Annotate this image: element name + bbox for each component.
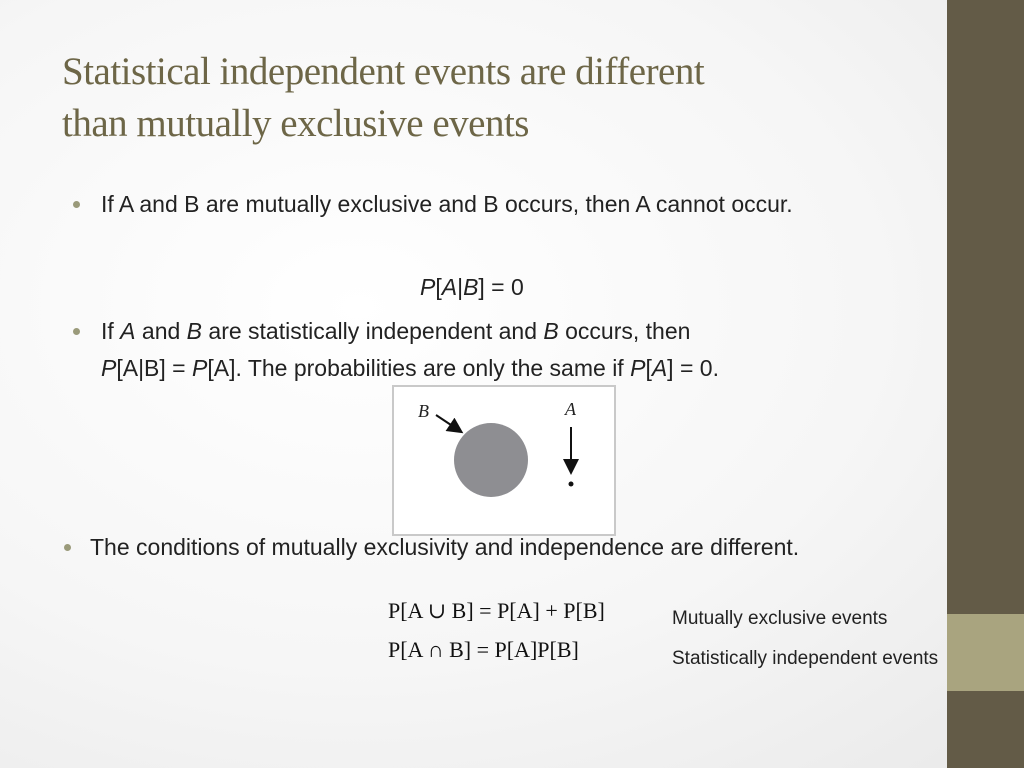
sidebar-accent-block bbox=[947, 614, 1024, 691]
eq-p: P bbox=[420, 274, 436, 300]
bullet-text: If A and B are mutually exclusive and B occurs, then A cannot occur. bbox=[101, 191, 793, 217]
var-b: B bbox=[186, 318, 203, 344]
eq-close: ] = 0 bbox=[478, 274, 524, 300]
bullet-mutually-exclusive bbox=[101, 186, 901, 223]
bullet-dot bbox=[64, 544, 71, 551]
title-line-2: than mutually exclusive events bbox=[62, 102, 529, 145]
arrow-b bbox=[436, 415, 460, 431]
label-independent: Statistically independent events bbox=[672, 648, 939, 669]
text: ] = 0. bbox=[667, 355, 719, 381]
text: [ bbox=[645, 355, 652, 381]
text: occurs, then bbox=[558, 318, 691, 344]
label-mutually-exclusive: Mutually exclusive events bbox=[672, 608, 888, 629]
sidebar-decoration bbox=[947, 0, 1024, 768]
event-b-circle bbox=[454, 423, 528, 497]
eq-a: A bbox=[441, 274, 458, 300]
bullet-independent bbox=[101, 313, 901, 387]
var-p: P bbox=[630, 355, 646, 381]
label-b: B bbox=[418, 401, 429, 421]
bullet-dot bbox=[73, 201, 80, 208]
var-p: P bbox=[192, 355, 208, 381]
union-formula: P[A ∪ B] = P[A] + P[B] bbox=[388, 598, 605, 623]
eq-b: B bbox=[463, 274, 479, 300]
eq-bar: | bbox=[457, 274, 464, 300]
var-a: A bbox=[120, 318, 136, 344]
bullet-conditions-different bbox=[90, 529, 890, 566]
intersection-formula: P[A ∩ B] = P[A]P[B] bbox=[388, 637, 579, 662]
bullet-text: The conditions of mutually exclusivity and independence are different. bbox=[90, 534, 800, 560]
text: [A|B] = bbox=[116, 355, 192, 381]
text: [A]. The probabilities are only the same if bbox=[207, 355, 631, 381]
var-a: A bbox=[651, 355, 668, 381]
conditional-probability-equation bbox=[420, 270, 524, 304]
var-b: B bbox=[543, 318, 559, 344]
eq-open: [ bbox=[435, 274, 442, 300]
text: and bbox=[135, 318, 187, 344]
event-diagram bbox=[392, 385, 616, 536]
slide-title bbox=[62, 46, 922, 150]
bullet-dot bbox=[73, 328, 80, 335]
var-p: P bbox=[101, 355, 117, 381]
label-a: A bbox=[565, 399, 576, 419]
title-line-1: Statistical independent events are different bbox=[62, 50, 705, 93]
event-a-point bbox=[569, 482, 574, 487]
text: are statistically independent and bbox=[202, 318, 544, 344]
text: If bbox=[101, 318, 121, 344]
event-diagram-svg bbox=[394, 387, 614, 534]
